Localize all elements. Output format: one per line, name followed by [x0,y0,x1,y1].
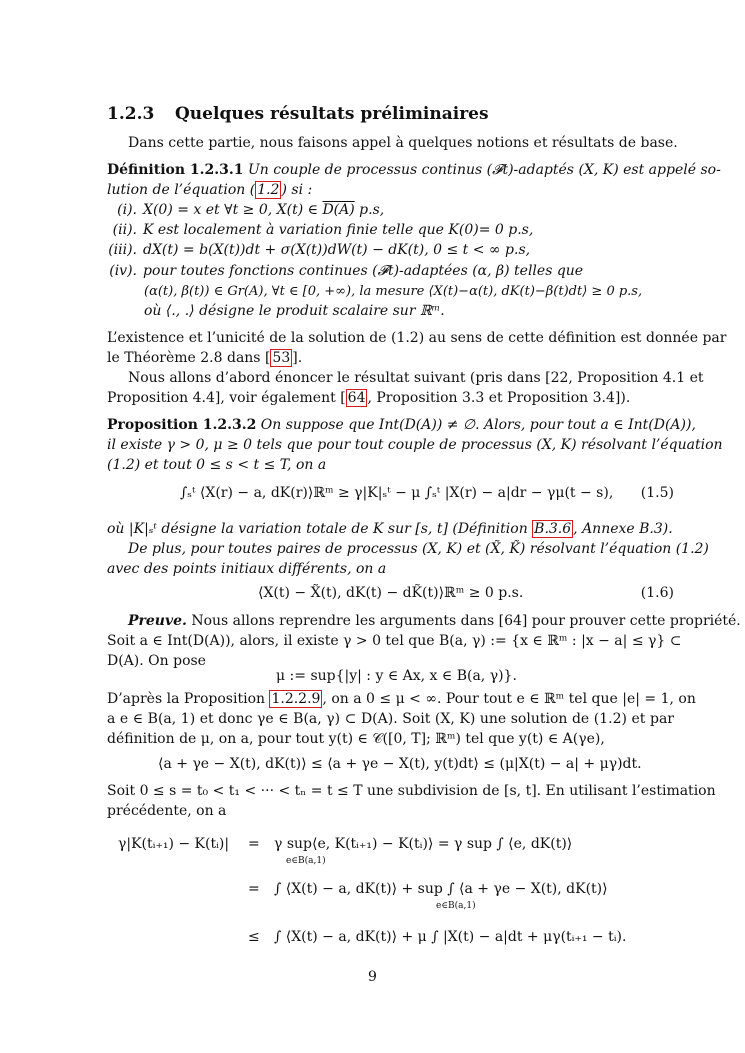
definition-line-2: lution de l’équation ( 1.2 ) si : [107,182,313,198]
equation-1-6: ⟨X(t) − X̃(t), dK(t) − dK̃(t)⟩ℝᵐ ≥ 0 p.s. [258,585,524,601]
definition-item-iv: (iv). pour toutes fonctions continues (𝓕t)-adaptées (α, β) telles que [109,263,584,279]
proposition-after-line-1: où |K|ₛᵗ désigne la variation totale de K sur [s, t] (Définition B.3.6 , Annexe B.3). [107,521,673,537]
page-number: 9 [368,969,377,985]
announce-line-1: Nous allons d’abord énoncer le résultat suivant (pris dans [22, Proposition 4.1 et [128,370,704,386]
announce-line-2: Proposition 4.4], voir également [ 64 , Proposition 3.3 et Proposition 3.4]). [107,390,631,406]
align-row-3-rhs: ∫ ⟨X(t) − a, dK(t)⟩ + μ ∫ |X(t) − a|dt + μγ(tᵢ₊₁ − tᵢ). [274,929,627,945]
proof-line-6: définition de μ, on a, pour tout y(t) ∈ 𝒞([0, T]; ℝᵐ) tel que y(t) ∈ A(γe), [107,731,605,747]
definition-text: Un couple de processus continus (𝓕t)-adaptés (X, K) est appelé so- [247,162,721,178]
equation-link[interactable]: 1.2 [257,182,280,198]
align-row-2-rhs: ∫ ⟨X(t) − a, dK(t)⟩ + sup ∫ ⟨a + γe − X(t), dK(t)⟩ [274,881,608,897]
section-title: Quelques résultats préliminaires [175,104,489,124]
definition-label: Définition 1.2.3.1 [107,162,244,178]
proof-line-4: D’après la Proposition 1.2.2.9 , on a 0 ≤ μ < ∞. Pour tout e ∈ ℝᵐ tel que |e| = 1, on [107,691,696,707]
existence-line-2: le Théorème 2.8 dans [ 53 ]. [107,350,303,366]
definition-line-1 [107,161,721,180]
reference-link-53[interactable]: 53 [272,350,291,366]
equation-mu: μ := sup{|y| : y ∈ Ax, x ∈ B(a, γ)}. [276,668,517,684]
definition-item-iv-line-3: où ⟨., .⟩ désigne le produit scalaire sur ℝᵐ. [144,303,445,319]
proof-line-8: précédente, on a [107,803,227,819]
equation-number-1-5: (1.5) [640,485,674,501]
equation-inequality: ⟨a + γe − X(t), dK(t)⟩ ≤ ⟨a + γe − X(t), y(t)dt⟩ ≤ (μ|X(t) − a| + μγ)dt. [158,756,642,772]
proposition-after-line-3: avec des points initiaux différents, on a [107,561,387,577]
proof-line-5: a e ∈ B(a, 1) et donc γe ∈ B(a, γ) ⊂ D(A). Soit (X, K) une solution de (1.2) et par [107,711,674,727]
proof-label: Preuve. [128,613,187,629]
definition-item-iii: (iii). dX(t) = b(X(t))dt + σ(X(t))dW(t) − dK(t), 0 ≤ t < ∞ p.s, [108,242,531,258]
align-row-1-rel: = [248,836,260,852]
reference-link-64[interactable]: 64 [347,390,366,406]
align-row-2-sub: e∈B(a,1) [436,901,476,911]
proposition-link[interactable]: 1.2.2.9 [271,691,321,707]
proposition-line-3: (1.2) et tout 0 ≤ s < t ≤ T, on a [107,457,327,473]
equation-number-1-6: (1.6) [640,585,674,601]
section-number: 1.2.3 [107,104,155,124]
proposition-line-1: Proposition 1.2.3.2 On suppose que Int(D(A)) ≠ ∅. Alors, pour tout a ∈ Int(D(A)), [107,417,696,433]
align-row-1-rhs: γ sup⟨e, K(tᵢ₊₁) − K(tᵢ)⟩ = γ sup ∫ ⟨e, dK(t)⟩ [274,836,573,852]
proposition-after-line-2: De plus, pour toutes paires de processus (X, K) et (X̃, K̃) résolvant l’équation (1.2) [128,541,709,557]
definition-item-iv-line-2: (α(t), β(t)) ∈ Gr(A), ∀t ∈ [0, +∞), la mesure ⟨X(t)−α(t), dK(t)−β(t)dt⟩ ≥ 0 p.s, [144,284,643,299]
intro-paragraph: Dans cette partie, nous faisons appel à quelques notions et résultats de base. [128,135,678,151]
proof-line-1: Preuve. Nous allons reprendre les arguments dans [64] pour prouver cette propriété. [128,613,741,629]
proposition-label: Proposition 1.2.3.2 [107,417,257,433]
align-row-3-rel: ≤ [248,929,260,945]
align-row-1-lhs: γ|K(tᵢ₊₁) − K(tᵢ)| [118,836,230,852]
align-row-1-sub: e∈B(a,1) [286,856,326,866]
proof-line-2: Soit a ∈ Int(D(A)), alors, il existe γ > 0 tel que B(a, γ) := {x ∈ ℝᵐ : |x − a| ≤ γ} ⊂ [107,633,682,649]
align-row-2-rel: = [248,881,260,897]
definition-link-b36[interactable]: B.3.6 [534,521,572,537]
existence-line-1: L’existence et l’unicité de la solution de (1.2) au sens de cette définition est donnée par [107,330,727,346]
equation-1-5: ∫ₛᵗ ⟨X(r) − a, dK(r)⟩ℝᵐ ≥ γ|K|ₛᵗ − μ ∫ₛᵗ |X(r) − a|dr − γμ(t − s), [180,485,614,501]
proposition-line-2: il existe γ > 0, μ ≥ 0 tels que pour tout couple de processus (X, K) résolvant l’équation [107,437,723,453]
section-heading [107,104,489,124]
definition-item-i: (i). X(0) = x et ∀t ≥ 0, X(t) ∈ D(A) p.s, [117,202,385,218]
definition-item-ii: (ii). K est localement à variation finie telle que K(0)= 0 p.s, [112,222,534,238]
proof-line-7: Soit 0 ≤ s = t₀ < t₁ < ··· < tₙ = t ≤ T une subdivision de [s, t]. En utilisant l’estimation [107,783,716,799]
proof-line-3: D(A). On pose [107,653,206,669]
